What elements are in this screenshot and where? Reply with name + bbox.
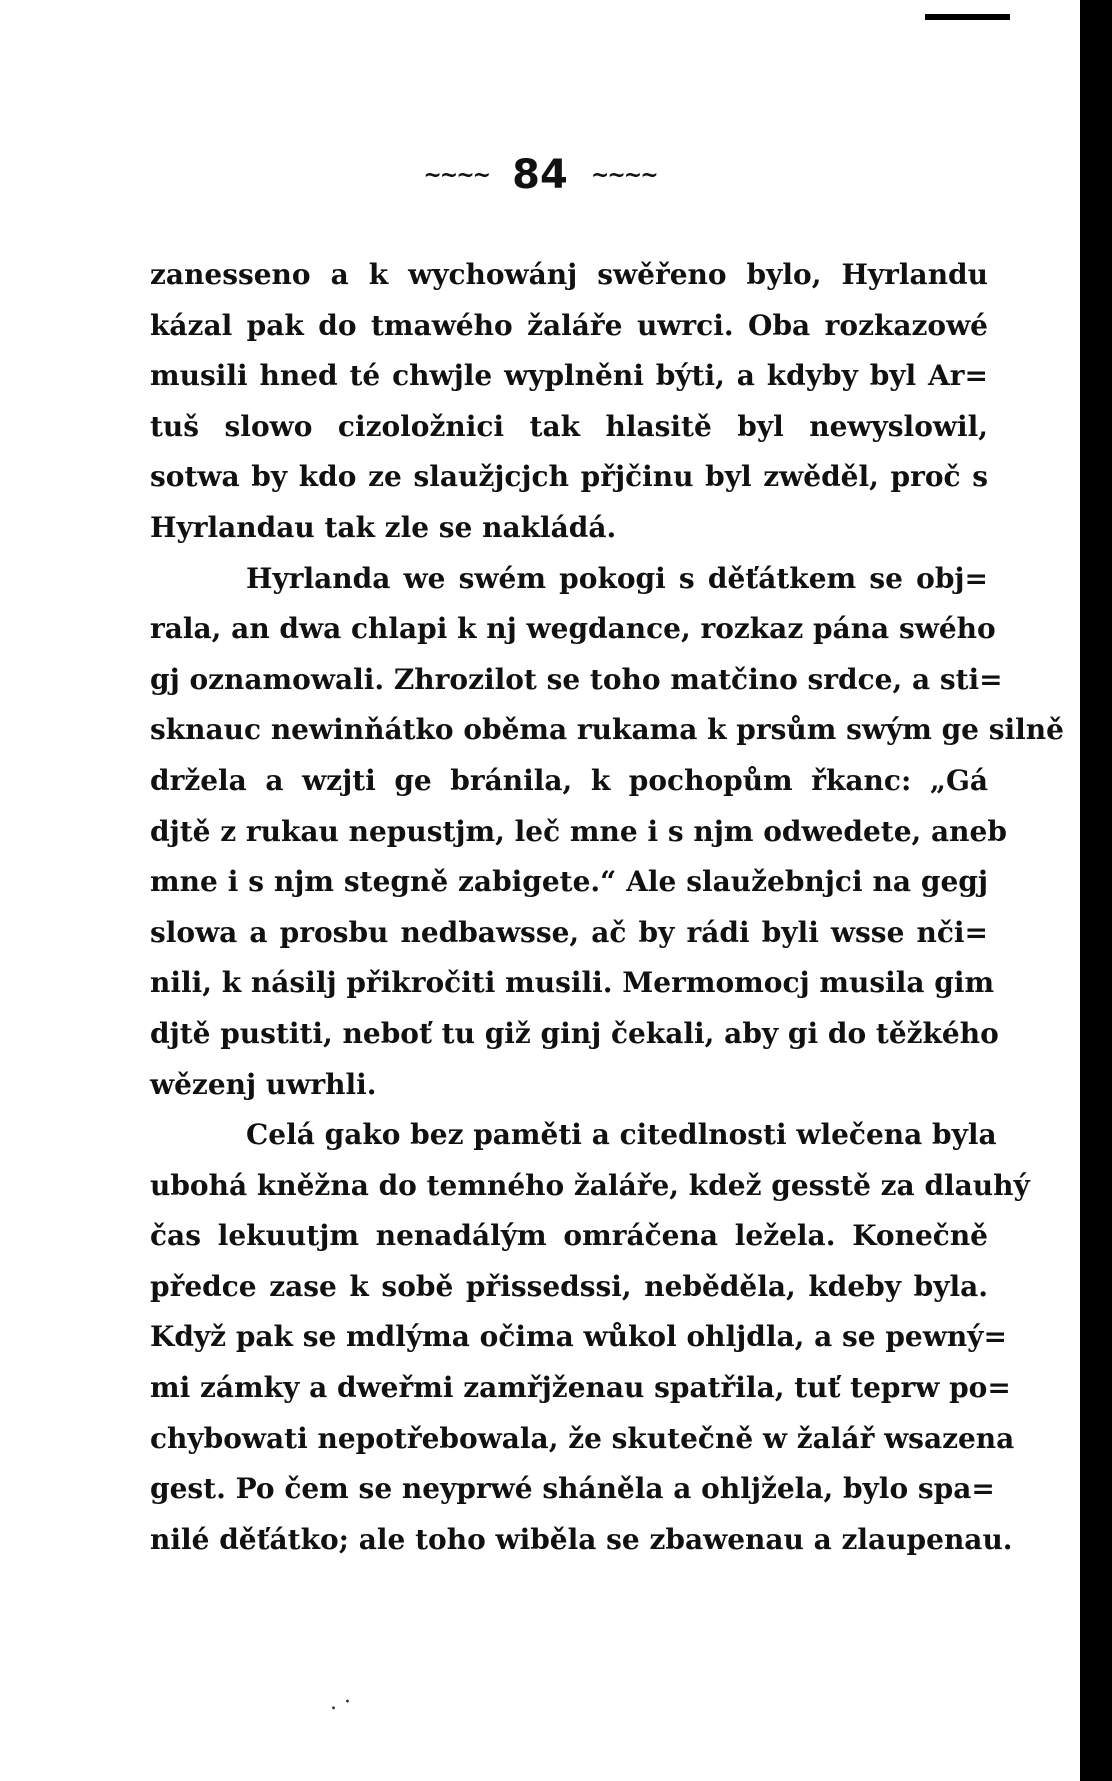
text-line: chybowati nepotřebowala, že skutečně w žalář wsazena — [150, 1421, 1015, 1455]
text-line: čas lekuutjm nenadálým omráčena ležela. Konečně — [150, 1219, 988, 1253]
top-edge-rule — [925, 14, 1010, 20]
ornament-right: ~~~~ — [590, 162, 657, 188]
text-line: djtě pustiti, neboť tu giž ginj čekali, aby gi do těžkého — [150, 1016, 999, 1050]
text-line: gest. Po čem se neyprwé sháněla a ohljžela, bylo spa= — [150, 1472, 995, 1506]
text-line: Hyrlandau tak zle se nakládá. — [150, 510, 617, 544]
page-number: 84 — [512, 152, 568, 198]
text-line: tuš slowo cizoložnici tak hlasitě byl newyslowil, — [150, 409, 988, 443]
paragraph-1 — [150, 250, 988, 554]
text-line: nili, k násilj přikročiti musili. Mermomocj musila gim — [150, 966, 995, 1000]
text-line: ubohá kněžna do temného žaláře, kdež gesstě za dlauhý — [150, 1168, 1030, 1202]
body-text — [150, 250, 1064, 1565]
text-line: zanesseno a k wychowánj swěřeno bylo, Hyrlandu — [150, 258, 988, 291]
footer-specks: . · — [330, 1690, 351, 1715]
text-line: gj oznamowali. Zhrozilot se toho matčino srdce, a sti= — [150, 662, 1003, 696]
paragraph-3 — [150, 1110, 1030, 1565]
text-line: sotwa by kdo ze slaužjcjch přjčinu byl zwěděl, proč s — [150, 460, 988, 494]
text-line: nilé děťátko; ale toho wiběla se zbawenau a zlaupenau. — [150, 1522, 1013, 1556]
text-line: musili hned té chwjle wyplněni býti, a kdyby byl Ar= — [150, 359, 988, 393]
paragraph-2 — [150, 554, 1064, 1111]
text-line: držela a wzjti ge bránila, k pochopům řkanc: „Gá — [150, 763, 988, 797]
scan-margin — [1080, 0, 1112, 1781]
text-line: předce zase k sobě přissedssi, neběděla, kdeby byla. — [150, 1269, 988, 1303]
text-line: Celá gako bez paměti a citedlnosti wlečena byla — [246, 1118, 997, 1152]
text-line: mi zámky a dweřmi zamřjženau spatřila, tuť teprw po= — [150, 1371, 1011, 1405]
page-header — [0, 152, 1080, 198]
text-line: Hyrlanda we swém pokogi s děťátkem se obj= — [246, 561, 988, 595]
text-line: Když pak se mdlýma očima wůkol ohljdla, a se pewný= — [150, 1320, 1007, 1354]
text-line: mne i s njm stegně zabigete.“ Ale slaužebnjci na gegj — [150, 865, 988, 899]
text-line: djtě z rukau nepustjm, leč mne i s njm odwedete, aneb — [150, 814, 1007, 848]
text-line: kázal pak do tmawého žaláře uwrci. Oba rozkazowé — [150, 308, 988, 342]
text-line: slowa a prosbu nedbawsse, ač by rádi byli wsse nči= — [150, 915, 988, 949]
ornament-left: ~~~~ — [423, 162, 490, 188]
text-line: sknauc newinňátko oběma rukama k prsům swým ge silně — [150, 713, 1064, 747]
text-line: wězenj uwrhli. — [150, 1067, 377, 1101]
text-line: rala, an dwa chlapi k nj wegdance, rozkaz pána swého — [150, 612, 996, 646]
